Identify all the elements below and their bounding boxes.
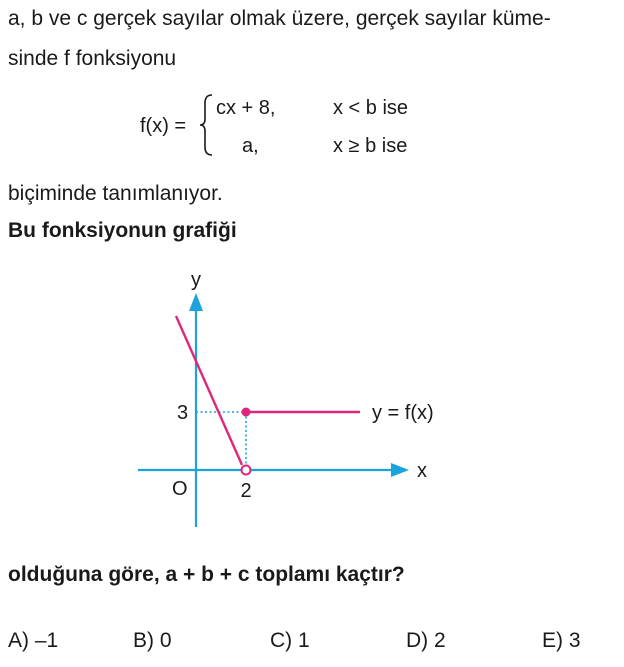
- defined-text: biçiminde tanımlanıyor.: [8, 182, 223, 205]
- intro-line-2: sinde f fonksiyonu: [8, 47, 177, 70]
- option-b[interactable]: B) 0: [133, 629, 172, 652]
- option-a[interactable]: A) –1: [8, 629, 59, 652]
- x-axis-label: x: [417, 460, 427, 482]
- x-axis-arrow-icon: [391, 463, 409, 477]
- case2-expression: a,: [242, 135, 259, 157]
- case1-condition: x < b ise: [333, 97, 409, 119]
- option-c[interactable]: C) 1: [270, 629, 310, 652]
- question: olduğuna göre, a + b + c toplamı kaçtır?: [8, 563, 405, 586]
- intro-line-1: a, b ve c gerçek sayılar olmak üzere, gerçek sayılar küme-: [8, 7, 551, 30]
- y-axis-arrow-icon: [189, 293, 203, 311]
- option-d[interactable]: D) 2: [406, 629, 446, 652]
- y-tick-label: 3: [177, 402, 189, 424]
- function-lhs: f(x) =: [140, 115, 187, 137]
- x-tick-label: 2: [240, 480, 252, 502]
- function-label: y = f(x): [372, 402, 434, 424]
- case2-condition: x ≥ b ise: [333, 135, 408, 157]
- closed-point: [242, 408, 251, 417]
- case1-expression: cx + 8,: [216, 97, 276, 119]
- graph-title: Bu fonksiyonun grafiği: [8, 219, 237, 242]
- y-axis-label: y: [191, 269, 201, 291]
- line-segment-cx-plus-8: [176, 316, 242, 465]
- origin-label: O: [172, 478, 188, 500]
- open-point: [242, 466, 251, 475]
- option-e[interactable]: E) 3: [542, 629, 581, 652]
